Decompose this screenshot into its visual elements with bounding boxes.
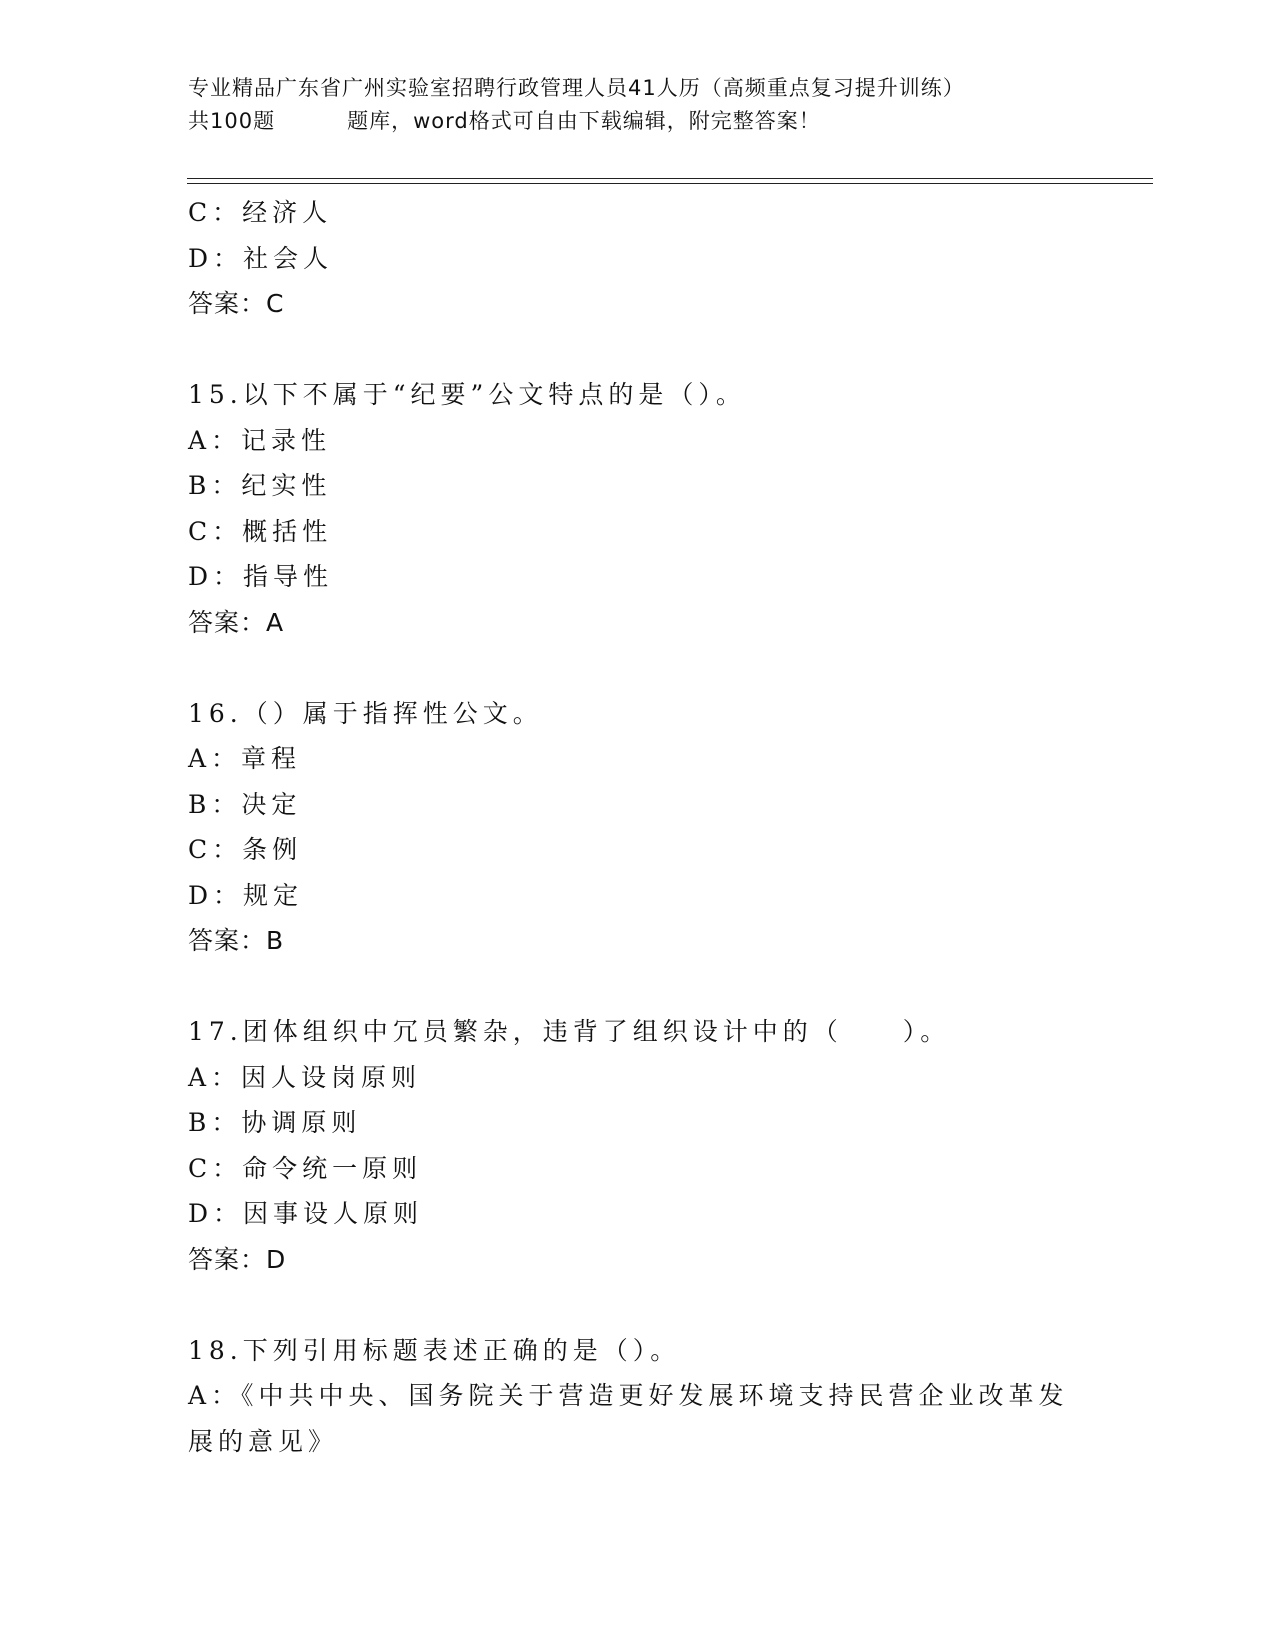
question-17	[188, 1009, 1088, 1282]
document-header	[188, 72, 1148, 138]
option-c: C：条例	[188, 835, 303, 864]
answer-line: 答案：C	[188, 289, 285, 318]
option-a: A：记录性	[188, 425, 332, 455]
question-stem: 15.以下不属于“纪要”公文特点的是（）。	[188, 380, 746, 409]
question-stem: 16.（）属于指挥性公文。	[188, 698, 543, 728]
question-18	[188, 1328, 1088, 1465]
header-title-line: 专业精品广东省广州实验室招聘行政管理人员41人历（高频重点复习提升训练）	[188, 76, 965, 100]
question-stem: 17.团体组织中冗员繁杂，违背了组织设计中的（ ）。	[188, 1017, 951, 1046]
option-a: A：《中共中央、国务院关于营造更好发展环境支持民营企业改革发展的意见》	[188, 1381, 1069, 1456]
option-d: D：指导性	[188, 562, 334, 591]
header-divider-top	[187, 178, 1153, 179]
question-stem: 18.下列引用标题表述正确的是（）。	[188, 1335, 681, 1365]
option-c: C：命令统一原则	[188, 1153, 423, 1183]
option-d: D：社会人	[188, 243, 334, 273]
option-a: A：章程	[188, 744, 302, 773]
option-d: D：因事设人原则	[188, 1199, 424, 1228]
answer-line: 答案：A	[188, 607, 285, 637]
header-description: 题库，word格式可自由下载编辑，附完整答案！	[347, 109, 821, 133]
header-divider-bottom	[187, 183, 1153, 184]
option-b: B：纪实性	[188, 471, 332, 500]
option-b: B：协调原则	[188, 1108, 362, 1137]
option-d: D：规定	[188, 880, 304, 910]
question-count: 共100题	[188, 109, 276, 133]
question-list	[188, 190, 1088, 1464]
question-14-fragment	[188, 190, 1088, 327]
option-c: C：概括性	[188, 516, 333, 546]
question-16	[188, 691, 1088, 964]
answer-line: 答案：D	[188, 1244, 287, 1274]
option-a: A：因人设岗原则	[188, 1062, 422, 1092]
option-b: B：决定	[188, 789, 302, 819]
option-c: C：经济人	[188, 198, 333, 227]
answer-line: 答案：B	[188, 926, 285, 955]
question-15	[188, 372, 1088, 645]
header-subtitle-line	[188, 105, 1148, 138]
